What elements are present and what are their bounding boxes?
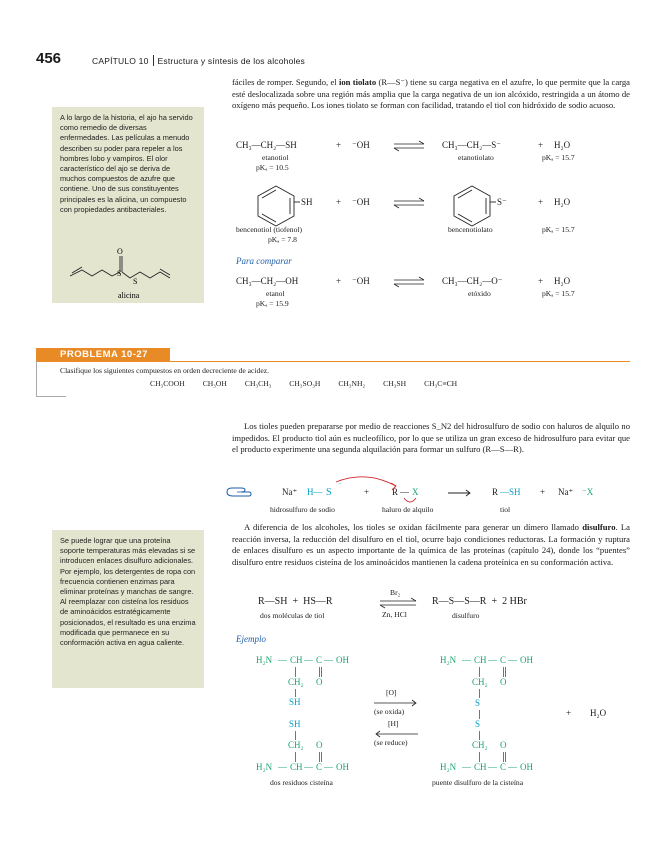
eq2-product: S⁻ xyxy=(497,197,507,207)
disulfide-reductant: Zn, HCl xyxy=(382,610,407,619)
disulfide-reactants: R—SH + HS—R xyxy=(258,596,333,607)
sn2-product-halide: ⁻X xyxy=(582,487,594,497)
garlic-sidebar-text: A lo largo de la historia, el ajo ha servido como remedio de diversas enfermedades. Las películas a menudo describen su poder para repeler a los hombres lobo y vampiros. El olor característico del ajo se deriva de muchos compuestos de azufre que contiene. Uno de sus constituyentes principales es la alicina, un compuesto con propiedades antibacteriales. xyxy=(60,113,193,214)
term-disulfuro: disulfuro xyxy=(582,522,616,532)
reduction-label: (se reduce) xyxy=(374,738,408,747)
sn2-hydrogen: H— xyxy=(307,487,323,497)
allicin-sulfur-2: S xyxy=(133,277,138,286)
eq1-reactant-name: etanotiol xyxy=(262,153,289,162)
allicin-caption: alicina xyxy=(118,291,140,300)
sn2-product-r: R xyxy=(492,487,499,497)
sn2-paragraph: Los tioles pueden prepararse por medio de reacciones S_N2 del hidrosulfuro de sodio con haluros de alquilo no impedidos. El producto tiol aún es nucleofílico, por lo que se utiliza un gran exceso de hidrosulfuro para evitar que el producto experimente una segunda alquilación para formar un sulfuro (R—S—R). xyxy=(232,421,630,455)
reaction-arrow-icon xyxy=(448,488,472,498)
protein-sidebar xyxy=(52,530,204,688)
disulfide-label-thiols: dos moléculas de tiol xyxy=(260,611,325,620)
sn2-label-alkyl-halide: haluro de alquilo xyxy=(382,505,434,514)
eq1-water-pka: pKₐ = 15.7 xyxy=(542,153,575,162)
problem-compounds xyxy=(150,379,457,388)
benzene-ring-icon xyxy=(252,182,300,228)
compound-item: CH₃NH₂ xyxy=(338,379,366,388)
oxidation-reagent: [O] xyxy=(386,688,397,697)
cysteine-thiol-top: SH xyxy=(289,697,301,707)
example-heading: Ejemplo xyxy=(236,634,266,644)
oxidation-label: (se oxida) xyxy=(374,707,405,716)
eq1-product-name: etanotiolato xyxy=(458,153,494,162)
problem-instruction: Clasifique los siguientes compuestos en orden decreciente de acidez. xyxy=(60,366,269,375)
eq1-reactant: CH₃—CH₂—SH xyxy=(236,140,297,150)
sn2-alkyl: R xyxy=(392,487,399,497)
eq3-reactant: CH₃—CH₂—OH xyxy=(236,276,299,286)
compound-item: CH₃C≡CH xyxy=(424,379,458,388)
eq1-water: H₂O xyxy=(554,140,571,150)
eq2-reactant-name: bencenotiol (tiofenol) xyxy=(236,225,303,234)
equilibrium-arrow-icon xyxy=(392,140,426,152)
problem-rule xyxy=(36,361,630,362)
equilibrium-arrow-icon xyxy=(392,197,426,209)
equilibrium-arrow-icon xyxy=(392,276,426,288)
sn2-label-thiol: tiol xyxy=(500,505,511,514)
compound-item: CH₃OH xyxy=(202,379,227,388)
eq3-water-pka: pKₐ = 15.7 xyxy=(542,289,575,298)
sn2-sulfur: S xyxy=(326,487,332,498)
page-number: 456 xyxy=(36,50,62,67)
allicin-oxygen: O xyxy=(117,247,123,256)
chapter-header xyxy=(92,55,305,66)
eq3-product-name: etóxido xyxy=(468,289,491,298)
disulfide-label-disulfide: disulfuro xyxy=(452,611,480,620)
eq3-reactant-pka: pKₐ = 15.9 xyxy=(256,299,289,308)
term-tiolato: ion tiolato xyxy=(338,77,377,87)
cysteine-thiol-bottom: SH xyxy=(289,719,301,729)
protein-sidebar-text: Se puede lograr que una proteína soporte temperaturas más elevadas si se introducen enlaces disulfuro adicionales. Por ejemplo, los detergentes de ropa con frecuencia contienen enzimas para eliminar proteínas y manchas de sangre. Al reemplazar con cisteína los residuos de aminoácidos estratégicamente posicionados, el resultado es una enzima modificada que permanece en su conformación activa en agua caliente. xyxy=(60,536,196,648)
compare-heading: Para comparar xyxy=(236,256,292,266)
chapter-label: CAPÍTULO 10 xyxy=(92,56,149,66)
eq2-hydroxide: ⁻OH xyxy=(352,197,370,207)
disulfide-sulfur-top: S xyxy=(475,698,481,708)
reduction-reagent: [H] xyxy=(388,719,399,728)
eq3-product: CH₃—CH₂—O⁻ xyxy=(442,276,503,286)
eq2-water-pka: pKₐ = 15.7 xyxy=(542,225,575,234)
benzene-ring-icon xyxy=(448,182,496,228)
chapter-title: Estructura y síntesis de los alcoholes xyxy=(157,56,305,66)
pointing-hand-icon xyxy=(225,484,253,500)
intro-paragraph: fáciles de romper. Segundo, el ion tiolato (R—S⁻) tiene su carga negativa en el azufre, lo que permite que la carga esté deslocalizada sobre una región más amplia que la carga negativa de un ion alcóxido, restringida a un átomo de oxígeno más pequeño. Los iones tiolato se forman con facilidad, tratando el tiol con hidróxido de sodio acuoso. xyxy=(232,77,630,111)
compound-item: CH₃SO₃H xyxy=(289,379,321,388)
eq2-product-name: bencenotiolato xyxy=(448,225,493,234)
eq2-reactant: SH xyxy=(301,197,313,207)
allicin-sulfur-1: S xyxy=(117,269,122,278)
sn2-sodium: Na⁺ xyxy=(282,487,298,497)
eq1-hydroxide: ⁻OH xyxy=(352,140,370,150)
eq2-reactant-pka: pKₐ = 7.8 xyxy=(268,235,297,244)
disulfide-product: R—S—S—R + 2 HBr xyxy=(432,596,527,607)
example-water: H₂O xyxy=(590,708,607,718)
disulfide-sulfur-bottom: S xyxy=(475,719,481,729)
eq1-product: CH₃—CH₂—S⁻ xyxy=(442,140,502,150)
allicin-structure xyxy=(60,240,200,302)
disulfide-oxidant: Br₂ xyxy=(390,588,401,597)
eq2-water: H₂O xyxy=(554,197,571,207)
sn2-halide: X xyxy=(412,487,419,497)
compound-item: CH₃COOH xyxy=(150,379,185,388)
compound-item: CH₃CH₃ xyxy=(244,379,272,388)
sn2-label-hydrosulfide: hidrosulfuro de sodio xyxy=(270,505,335,514)
problem-tag: PROBLEMA 10-27 xyxy=(36,348,170,362)
eq1-reactant-pka: pKₐ = 10.5 xyxy=(256,163,289,172)
eq3-hydroxide: ⁻OH xyxy=(352,276,370,286)
eq3-reactant-name: etanol xyxy=(266,289,285,298)
sn2-product-sodium: Na⁺ xyxy=(558,487,574,497)
label-cysteine-residues: dos residuos cisteína xyxy=(270,778,333,787)
equilibrium-arrow-icon xyxy=(378,597,418,609)
disulfide-paragraph: A diferencia de los alcoholes, los tioles se oxidan fácilmente para generar un dímero llamado disulfuro. La reacción inversa, la reducción del disulfuro en el tiol, ocurre bajo condiciones reductoras. La formación y ruptura de enlaces disulfuro es un aspecto importante de la química de las proteínas (capítulo 24), donde los “puentes” disulfuro entre residuos cisteína de los aminoácidos mantienen la cadena proteínica en su conformación activa. xyxy=(232,522,630,567)
sn2-product-sh: —SH xyxy=(500,487,521,497)
compound-item: CH₃SH xyxy=(383,379,407,388)
eq3-water: H₂O xyxy=(554,276,571,286)
label-cystine-bridge: puente disulfuro de la cisteína xyxy=(432,778,524,787)
curved-arrow-icon xyxy=(330,474,420,508)
